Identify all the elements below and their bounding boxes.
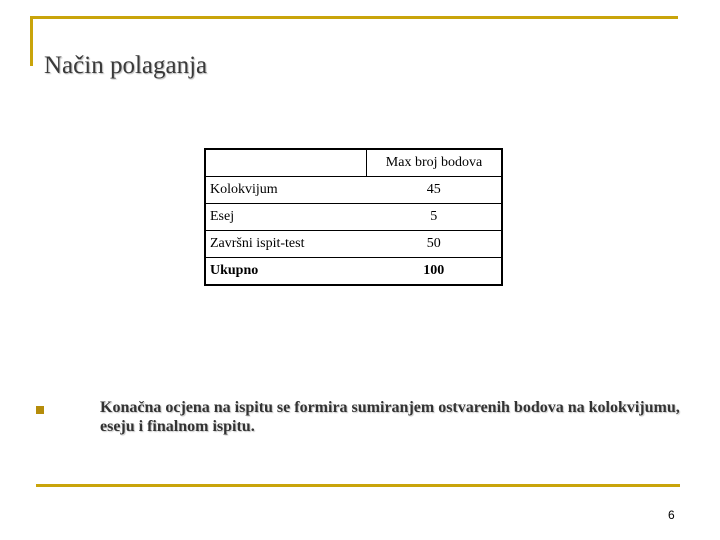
table-row [205, 231, 502, 258]
table-row [205, 177, 502, 204]
square-bullet-icon [36, 406, 44, 414]
row-value-total: 100 [367, 258, 503, 286]
row-label-total: Ukupno [205, 258, 367, 286]
bullet-text: Konačna ocjena na ispitu se formira sumiranjem ostvarenih bodova na kolokvijumu, eseju i finalnom ispitu. [100, 399, 680, 435]
row-value: 45 [426, 182, 441, 197]
frame-top-line [30, 16, 678, 19]
table-row-total [205, 258, 502, 286]
table-header-row [205, 149, 502, 177]
table-header-empty [205, 149, 367, 177]
table-row [205, 204, 502, 231]
row-label: Esej [205, 204, 367, 231]
row-value: 50 [367, 231, 503, 258]
row-label: Završni ispit-test [205, 231, 367, 258]
table-header-max-points: Max broj bodova [367, 149, 503, 177]
row-value: 5 [367, 204, 503, 231]
row-label: Kolokvijum [210, 182, 278, 197]
frame-left-line [30, 16, 33, 66]
points-table [204, 148, 503, 286]
footer-divider [36, 484, 680, 487]
page-number: 6 [668, 508, 675, 522]
slide-title: Način polaganja [44, 52, 208, 79]
